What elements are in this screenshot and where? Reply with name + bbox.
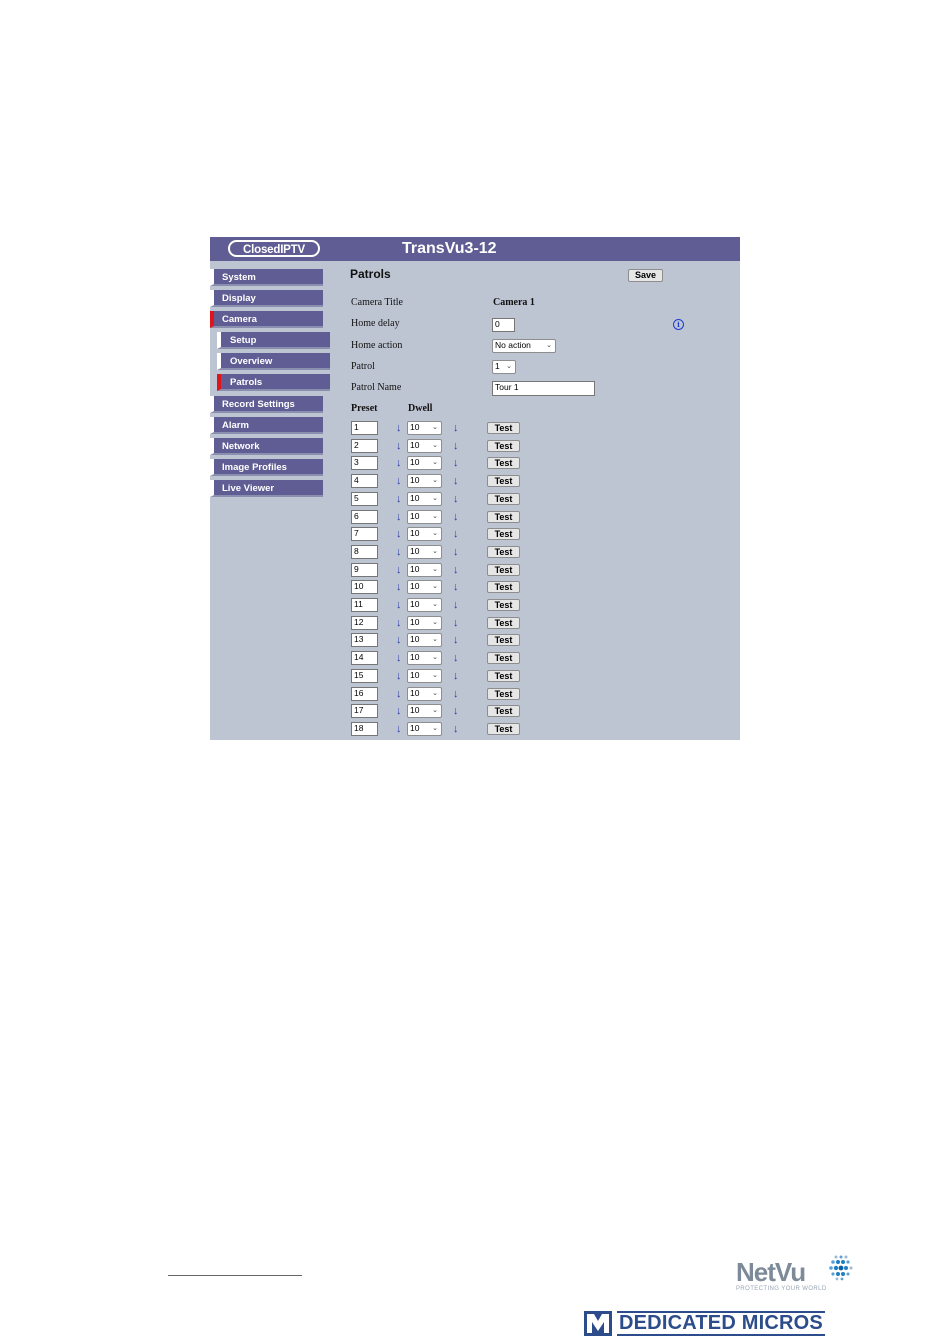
dwell-select[interactable] <box>407 456 442 470</box>
move-down-icon[interactable]: ↓ <box>396 422 402 434</box>
move-down-icon[interactable]: ↓ <box>396 652 402 665</box>
move-down-icon[interactable]: ↓ <box>453 722 459 735</box>
table-row <box>350 492 530 506</box>
test-button[interactable]: Test <box>487 475 520 487</box>
footnote-divider <box>168 1275 302 1276</box>
device-title: TransVu3-12 <box>402 240 497 257</box>
home-action-value: No action <box>495 340 531 350</box>
dwell-header: Dwell <box>408 403 433 414</box>
move-down-icon[interactable]: ↓ <box>396 669 402 682</box>
preset-input[interactable]: 15 <box>351 669 378 683</box>
chevron-down-icon: ⌄ <box>432 441 438 449</box>
test-button[interactable]: Test <box>487 564 520 576</box>
move-down-icon[interactable]: ↓ <box>453 705 459 718</box>
dwell-select[interactable] <box>407 439 442 453</box>
camera-title-value: Camera 1 <box>493 297 535 308</box>
chevron-down-icon: ⌄ <box>432 530 438 538</box>
chevron-down-icon: ⌄ <box>432 565 438 573</box>
test-button[interactable]: Test <box>487 688 520 700</box>
dwell-select[interactable] <box>407 527 442 541</box>
preset-input[interactable]: 1 <box>351 421 378 435</box>
move-down-icon[interactable]: ↓ <box>453 634 459 647</box>
chevron-down-icon: ⌄ <box>432 654 438 662</box>
closed-iptv-logo <box>228 240 320 257</box>
preset-input[interactable]: 12 <box>351 616 378 630</box>
sidebar-item-live-viewer[interactable] <box>210 480 323 497</box>
dwell-select[interactable] <box>407 563 442 577</box>
dwell-value: 10 <box>410 705 420 716</box>
sidebar-item-alarm[interactable] <box>210 417 323 434</box>
move-down-icon[interactable]: ↓ <box>396 599 402 611</box>
table-row <box>350 598 530 612</box>
sidebar-item-record-settings[interactable] <box>210 396 323 413</box>
table-row <box>350 527 530 541</box>
test-button[interactable]: Test <box>487 581 520 593</box>
dwell-value: 10 <box>410 599 420 609</box>
dwell-value: 10 <box>410 669 420 680</box>
test-button[interactable]: Test <box>487 457 520 469</box>
dwell-value: 10 <box>410 545 420 556</box>
move-down-icon[interactable]: ↓ <box>453 439 459 452</box>
test-button[interactable]: Test <box>487 670 520 682</box>
patrol-name-label: Patrol Name <box>351 382 402 393</box>
camera-title-label: Camera Title <box>351 297 403 308</box>
table-row <box>350 580 530 594</box>
sidebar-item-camera[interactable] <box>210 311 323 328</box>
dwell-select[interactable] <box>407 722 442 736</box>
sidebar-item-patrols[interactable] <box>217 374 330 391</box>
test-button[interactable]: Test <box>487 634 520 646</box>
sidebar-item-overview[interactable] <box>217 353 330 370</box>
test-button[interactable]: Test <box>487 493 520 505</box>
test-button[interactable]: Test <box>487 652 520 664</box>
page-title: Patrols <box>350 267 391 281</box>
test-button[interactable]: Test <box>487 422 520 434</box>
test-button[interactable]: Test <box>487 723 520 735</box>
move-down-icon[interactable]: ↓ <box>396 457 402 470</box>
dm-mark-icon <box>584 1311 612 1336</box>
move-down-icon[interactable]: ↓ <box>453 616 459 629</box>
chevron-down-icon: ⌄ <box>432 547 438 555</box>
sidebar-item-display[interactable] <box>210 290 323 307</box>
preset-input[interactable]: 17 <box>351 704 378 718</box>
dwell-value: 10 <box>410 722 420 733</box>
dwell-value: 10 <box>410 492 420 503</box>
preset-input[interactable]: 18 <box>351 722 378 736</box>
dwell-select[interactable] <box>407 704 442 718</box>
chevron-down-icon: ⌄ <box>546 342 552 349</box>
table-row <box>350 704 530 718</box>
sidebar-item-label: Display <box>222 293 256 304</box>
dedicated-micros-logo <box>584 1311 825 1336</box>
preset-input[interactable]: 5 <box>351 492 378 506</box>
chevron-down-icon: ⌄ <box>432 601 438 608</box>
chevron-down-icon: ⌄ <box>432 636 438 644</box>
preset-input[interactable]: 8 <box>351 545 378 559</box>
browser-screenshot <box>210 237 740 740</box>
patrol-select[interactable] <box>492 360 516 374</box>
sidebar-item-label: Image Profiles <box>222 462 287 473</box>
sidebar-item-label: Alarm <box>222 420 249 431</box>
dwell-select[interactable] <box>407 616 442 630</box>
patrol-label: Patrol <box>351 361 375 372</box>
dwell-select[interactable] <box>407 687 442 701</box>
table-row <box>350 545 530 559</box>
test-button[interactable]: Test <box>487 511 520 523</box>
preset-input[interactable]: 6 <box>351 510 378 524</box>
preset-input[interactable]: 11 <box>351 598 378 612</box>
preset-input[interactable]: 9 <box>351 563 378 577</box>
preset-input[interactable]: 4 <box>351 474 378 488</box>
dwell-value: 10 <box>410 687 420 698</box>
move-down-icon[interactable]: ↓ <box>453 599 459 611</box>
sidebar-item-label: Camera <box>222 314 257 325</box>
chevron-down-icon: ⌄ <box>432 512 438 520</box>
netvu-dots-icon <box>822 1253 858 1283</box>
dwell-select[interactable] <box>407 651 442 665</box>
preset-input[interactable]: 7 <box>351 527 378 541</box>
chevron-down-icon: ⌄ <box>432 424 438 431</box>
table-row <box>350 616 530 630</box>
move-down-icon[interactable]: ↓ <box>396 492 402 505</box>
sidebar-item-label: System <box>222 272 256 283</box>
table-row <box>350 669 530 683</box>
move-down-icon[interactable]: ↓ <box>453 475 459 488</box>
move-down-icon[interactable]: ↓ <box>396 581 402 594</box>
logo-text-closed: Closed <box>243 244 281 256</box>
move-down-icon[interactable]: ↓ <box>396 528 402 541</box>
move-down-icon[interactable]: ↓ <box>396 722 402 735</box>
preset-header: Preset <box>351 403 378 414</box>
sidebar-item-image-profiles[interactable] <box>210 459 323 476</box>
move-down-icon[interactable]: ↓ <box>453 563 459 576</box>
move-down-icon[interactable]: ↓ <box>453 492 459 505</box>
dwell-value: 10 <box>410 422 420 432</box>
preset-input[interactable]: 10 <box>351 580 378 594</box>
logo-text-iptv: IPTV <box>280 244 305 256</box>
dwell-select[interactable] <box>407 421 442 435</box>
sidebar-item-label: Overview <box>230 356 273 367</box>
test-button[interactable]: Test <box>487 528 520 540</box>
move-down-icon[interactable]: ↓ <box>453 510 459 523</box>
move-down-icon[interactable]: ↓ <box>453 687 459 700</box>
test-button[interactable]: Test <box>487 617 520 629</box>
move-down-icon[interactable]: ↓ <box>453 528 459 541</box>
test-button[interactable]: Test <box>487 546 520 558</box>
table-row <box>350 439 530 453</box>
table-row <box>350 421 530 435</box>
dwell-value: 10 <box>410 652 420 663</box>
sidebar-item-label: Network <box>222 441 260 452</box>
dwell-value: 10 <box>410 634 420 645</box>
move-down-icon[interactable]: ↓ <box>396 439 402 452</box>
move-down-icon[interactable]: ↓ <box>396 545 402 558</box>
dwell-value: 10 <box>410 563 420 574</box>
chevron-down-icon: ⌄ <box>432 707 438 715</box>
dwell-select[interactable] <box>407 598 442 612</box>
dwell-select[interactable] <box>407 474 442 488</box>
sidebar-item-setup[interactable] <box>217 332 330 349</box>
move-down-icon[interactable]: ↓ <box>453 422 459 434</box>
netvu-tagline: PROTECTING YOUR WORLD <box>736 1286 827 1292</box>
move-down-icon[interactable]: ↓ <box>396 475 402 488</box>
chevron-down-icon: ⌄ <box>432 724 438 732</box>
patrol-name-input[interactable]: Tour 1 <box>492 381 595 396</box>
chevron-down-icon: ⌄ <box>432 477 438 485</box>
move-down-icon[interactable]: ↓ <box>396 616 402 629</box>
sidebar-item-network[interactable] <box>210 438 323 455</box>
sidebar-item-label: Record Settings <box>222 399 295 410</box>
preset-input[interactable]: 13 <box>351 633 378 647</box>
header-banner <box>210 237 740 261</box>
dwell-value: 10 <box>410 457 420 468</box>
chevron-down-icon: ⌄ <box>432 459 438 467</box>
dwell-select[interactable] <box>407 669 442 683</box>
sidebar-item-label: Live Viewer <box>222 483 275 494</box>
move-down-icon[interactable]: ↓ <box>453 457 459 470</box>
home-delay-label: Home delay <box>351 318 400 329</box>
dwell-value: 10 <box>410 439 420 450</box>
preset-input[interactable]: 16 <box>351 687 378 701</box>
sidebar-item-label: Patrols <box>230 377 263 388</box>
dwell-value: 10 <box>410 581 420 592</box>
table-row <box>350 456 530 470</box>
home-delay-input[interactable]: 0 <box>492 318 515 332</box>
preset-input[interactable]: 2 <box>351 439 378 453</box>
dwell-select[interactable] <box>407 492 442 506</box>
move-down-icon[interactable]: ↓ <box>453 652 459 665</box>
netvu-logo <box>736 1258 827 1292</box>
table-row <box>350 510 530 524</box>
table-row <box>350 474 530 488</box>
dwell-value: 10 <box>410 528 420 539</box>
netvu-name: NetVu <box>736 1257 806 1287</box>
move-down-icon[interactable]: ↓ <box>453 581 459 594</box>
table-row <box>350 722 530 736</box>
dwell-value: 10 <box>410 475 420 486</box>
table-row <box>350 687 530 701</box>
save-button[interactable]: Save <box>628 269 663 282</box>
chevron-down-icon: ⌄ <box>432 494 438 502</box>
dm-name: DEDICATED MICROS <box>619 1312 823 1334</box>
home-action-select[interactable] <box>492 339 556 353</box>
sidebar-item-system[interactable] <box>210 269 323 286</box>
move-down-icon[interactable]: ↓ <box>396 687 402 700</box>
dwell-select[interactable] <box>407 510 442 524</box>
table-row <box>350 651 530 665</box>
home-action-label: Home action <box>351 340 403 351</box>
chevron-down-icon: ⌄ <box>432 689 438 697</box>
chevron-down-icon: ⌄ <box>432 618 438 626</box>
chevron-down-icon: ⌄ <box>432 583 438 591</box>
info-icon[interactable]: i <box>673 319 684 330</box>
patrol-value: 1 <box>495 361 500 371</box>
table-row <box>350 563 530 577</box>
chevron-down-icon: ⌄ <box>432 671 438 679</box>
move-down-icon[interactable]: ↓ <box>396 705 402 718</box>
test-button[interactable]: Test <box>487 599 520 611</box>
dwell-select[interactable] <box>407 633 442 647</box>
sidebar-item-label: Setup <box>230 335 257 346</box>
dwell-value: 10 <box>410 510 420 521</box>
move-down-icon[interactable]: ↓ <box>396 510 402 523</box>
preset-input[interactable]: 3 <box>351 456 378 470</box>
test-button[interactable]: Test <box>487 705 520 717</box>
test-button[interactable]: Test <box>487 440 520 452</box>
chevron-down-icon: ⌄ <box>506 363 512 370</box>
preset-input[interactable]: 14 <box>351 651 378 665</box>
dwell-select[interactable] <box>407 580 442 594</box>
move-down-icon[interactable]: ↓ <box>396 563 402 576</box>
dwell-select[interactable] <box>407 545 442 559</box>
move-down-icon[interactable]: ↓ <box>453 669 459 682</box>
dwell-value: 10 <box>410 616 420 627</box>
move-down-icon[interactable]: ↓ <box>396 634 402 647</box>
table-row <box>350 633 530 647</box>
move-down-icon[interactable]: ↓ <box>453 545 459 558</box>
